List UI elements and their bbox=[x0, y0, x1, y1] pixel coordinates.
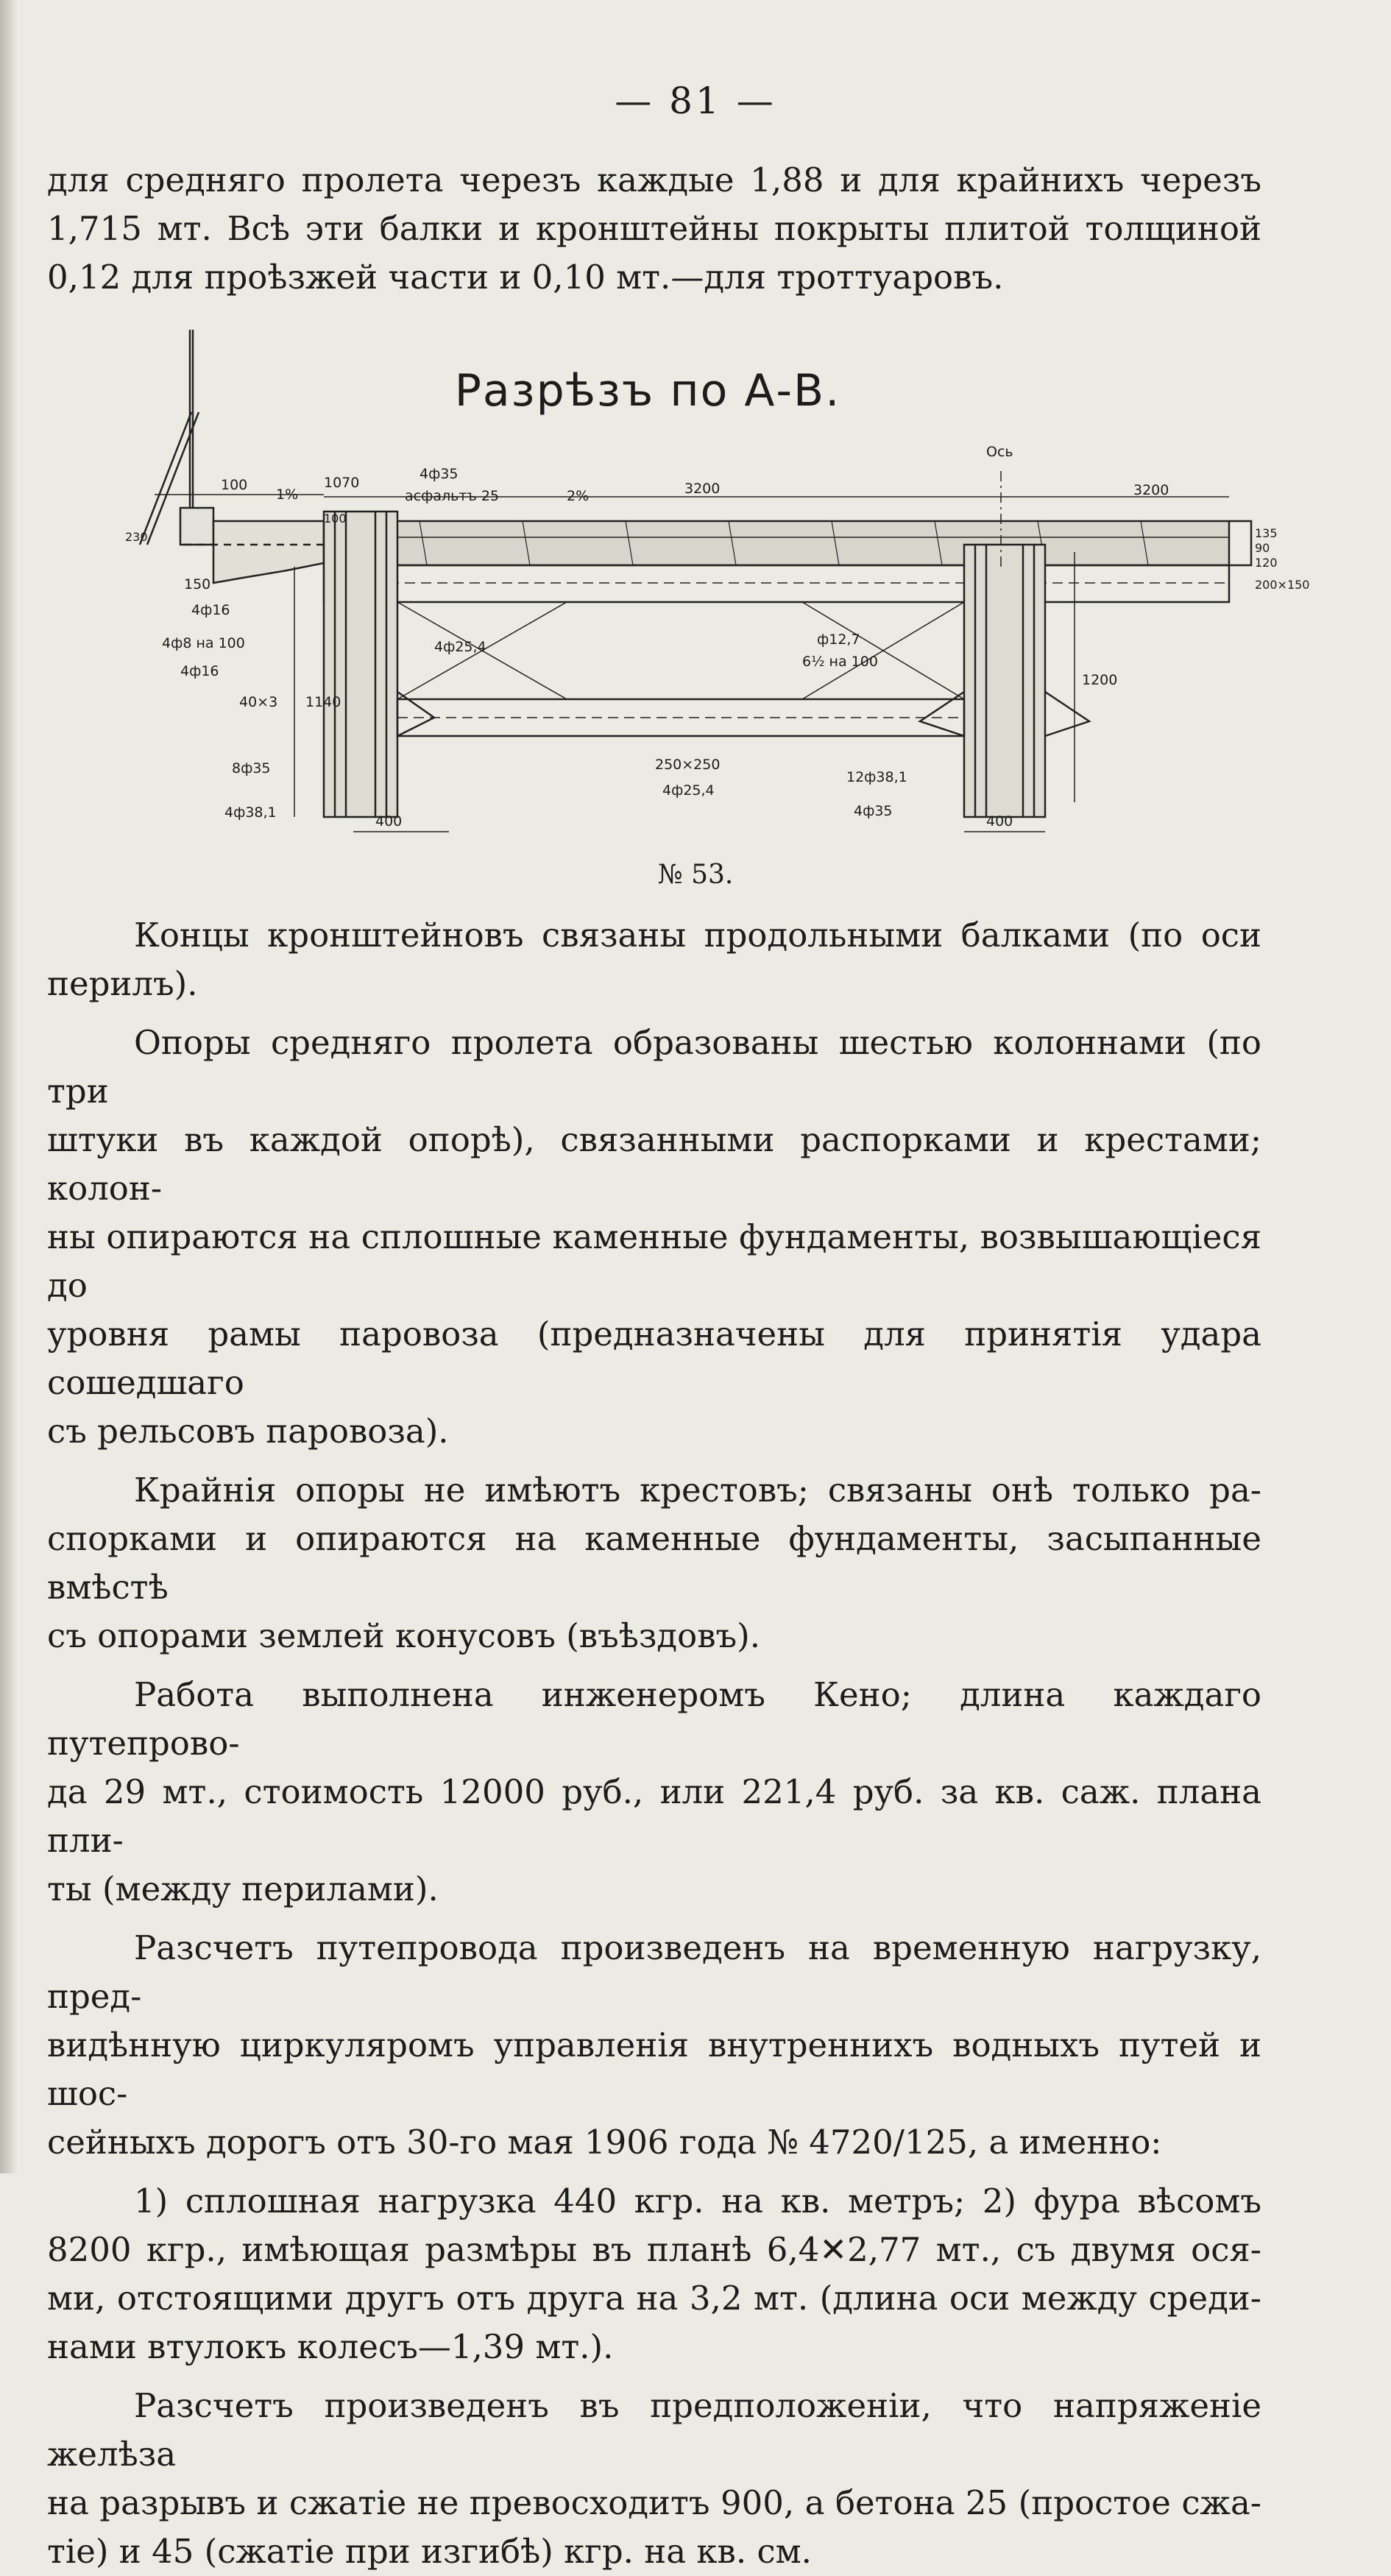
dim-label: 400 bbox=[986, 813, 1013, 829]
text-line: нами втулокъ колесъ—1,39 мт.). bbox=[47, 2327, 614, 2366]
page-edge-shadow bbox=[0, 0, 16, 2173]
slope-label: 2% bbox=[567, 488, 590, 504]
text-line: Разсчетъ путепровода произведенъ на временную нагрузку, пред- bbox=[47, 1928, 1261, 2016]
dim-label: 90 bbox=[1255, 541, 1270, 555]
text-line: 1,715 мт. Всѣ эти балки и кронштейны покрыты плитой толщиной bbox=[47, 209, 1261, 248]
slope-label: 1% bbox=[276, 486, 299, 503]
text-line: ты (между перилами). bbox=[47, 1869, 439, 1908]
dim-label: 1140 bbox=[305, 694, 341, 710]
text-line: 1) сплошная нагрузка 440 кгр. на кв. метръ; 2) фура вѣсомъ bbox=[134, 2182, 1261, 2221]
text-line: Работа выполнена инженеромъ Кено; длина каждаго путепрово- bbox=[47, 1675, 1261, 1763]
paragraph bbox=[47, 2177, 1261, 2371]
figure-title: Разрѣзъ по А-В. bbox=[454, 365, 841, 417]
paragraph bbox=[47, 1924, 1261, 2167]
asphalt-label: асфальтъ 25 bbox=[405, 488, 500, 504]
dim-label: 120 bbox=[1255, 556, 1278, 570]
paragraph bbox=[47, 1019, 1261, 1456]
text-line: перилъ). bbox=[47, 964, 198, 1003]
dim-label: 200×150 bbox=[1255, 578, 1310, 592]
dim-label: 6½ на 100 bbox=[802, 654, 878, 670]
text-line: 8200 кгр., имѣющая размѣры въ планѣ 6,4✕2,77 мт., съ двумя ося- bbox=[47, 2230, 1261, 2269]
dim-label: 3200 bbox=[1133, 482, 1169, 498]
dim-label: 250×250 bbox=[655, 757, 721, 773]
body-text bbox=[47, 911, 1261, 2576]
dim-label: 4ф25,4 bbox=[662, 782, 715, 799]
dim-label: 1070 bbox=[324, 475, 360, 491]
figure-number: № 53. bbox=[657, 860, 734, 890]
dim-label: 4ф16 bbox=[191, 602, 230, 618]
dim-label: 100 bbox=[324, 512, 347, 526]
text-line: ны опираются на сплошные каменные фундаменты, возвышающіеся до bbox=[47, 1217, 1261, 1305]
text-line: для средняго пролета черезъ каждые 1,88 и для крайнихъ черезъ bbox=[47, 160, 1261, 199]
dim-label: 135 bbox=[1255, 526, 1278, 540]
dim-label: ф12,7 bbox=[817, 631, 860, 648]
dim-label: 230 bbox=[125, 530, 148, 544]
text-line: Крайнія опоры не имѣютъ крестовъ; связаны онѣ только ра- bbox=[134, 1471, 1261, 1510]
paragraph bbox=[47, 911, 1261, 1008]
dim-label: 400 bbox=[375, 813, 403, 829]
text-line: Опоры средняго пролета образованы шестью колоннами (по три bbox=[47, 1023, 1261, 1111]
paragraph bbox=[47, 1671, 1261, 1914]
paragraph bbox=[47, 2382, 1261, 2576]
axis-label: Ось bbox=[986, 444, 1013, 460]
dim-label: 3200 bbox=[684, 481, 721, 497]
text-line: тіе) и 45 (сжатіе при изгибѣ) кгр. на кв. см. bbox=[47, 2532, 812, 2571]
dim-label: 4ф25,4 bbox=[434, 639, 486, 655]
dim-label: 40×3 bbox=[239, 694, 278, 710]
text-line: Разсчетъ произведенъ въ предположеніи, что напряженіе желѣза bbox=[47, 2386, 1261, 2474]
text-line: Концы кронштейновъ связаны продольными балками (по оси bbox=[134, 916, 1261, 955]
dim-label: 4ф16 bbox=[180, 663, 219, 679]
dim-label: 4ф35 bbox=[854, 803, 893, 819]
dim-label: 8ф35 bbox=[232, 760, 271, 776]
text-line: съ опорами землей конусовъ (въѣздовъ). bbox=[47, 1616, 761, 1655]
dim-label: 4ф8 на 100 bbox=[162, 635, 245, 651]
text-line: съ рельсовъ паровоза). bbox=[47, 1412, 449, 1451]
text-line: уровня рамы паровоза (предназначены для принятія удара сошедшаго bbox=[47, 1314, 1261, 1402]
text-line: 0,12 для проѣзжей части и 0,10 мт.—для троттуаровъ. bbox=[47, 258, 1004, 297]
text-line: да 29 мт., стоимость 12000 руб., или 221,4 руб. за кв. саж. плана пли- bbox=[47, 1772, 1261, 1860]
text-line: на разрывъ и сжатіе не превосходитъ 900, а бетона 25 (простое сжа- bbox=[47, 2483, 1261, 2522]
text-line: штуки въ каждой опорѣ), связанными распорками и крестами; колон- bbox=[47, 1120, 1261, 1208]
dim-label: 1200 bbox=[1082, 672, 1118, 688]
dim-label: 100 bbox=[221, 477, 248, 493]
paragraph bbox=[47, 1466, 1261, 1660]
text-line: ми, отстоящими другъ отъ друга на 3,2 мт. (длина оси между среди- bbox=[47, 2279, 1261, 2318]
intro-paragraph bbox=[47, 156, 1261, 302]
dim-label: 12ф38,1 bbox=[846, 769, 907, 785]
dim-label: 4ф35 bbox=[420, 466, 459, 482]
dim-label: 4ф38,1 bbox=[224, 804, 277, 821]
cross-section-figure bbox=[110, 324, 1310, 854]
page-number: — 81 — bbox=[615, 79, 776, 122]
text-line: спорками и опираются на каменные фундаменты, засыпанные вмѣстѣ bbox=[47, 1519, 1261, 1607]
text-line: видѣнную циркуляромъ управленія внутреннихъ водныхъ путей и шос- bbox=[47, 2025, 1261, 2113]
text-line: сейныхъ дорогъ отъ 30-го мая 1906 года № 4720/125, а именно: bbox=[47, 2123, 1162, 2162]
dim-label: 150 bbox=[184, 576, 211, 592]
